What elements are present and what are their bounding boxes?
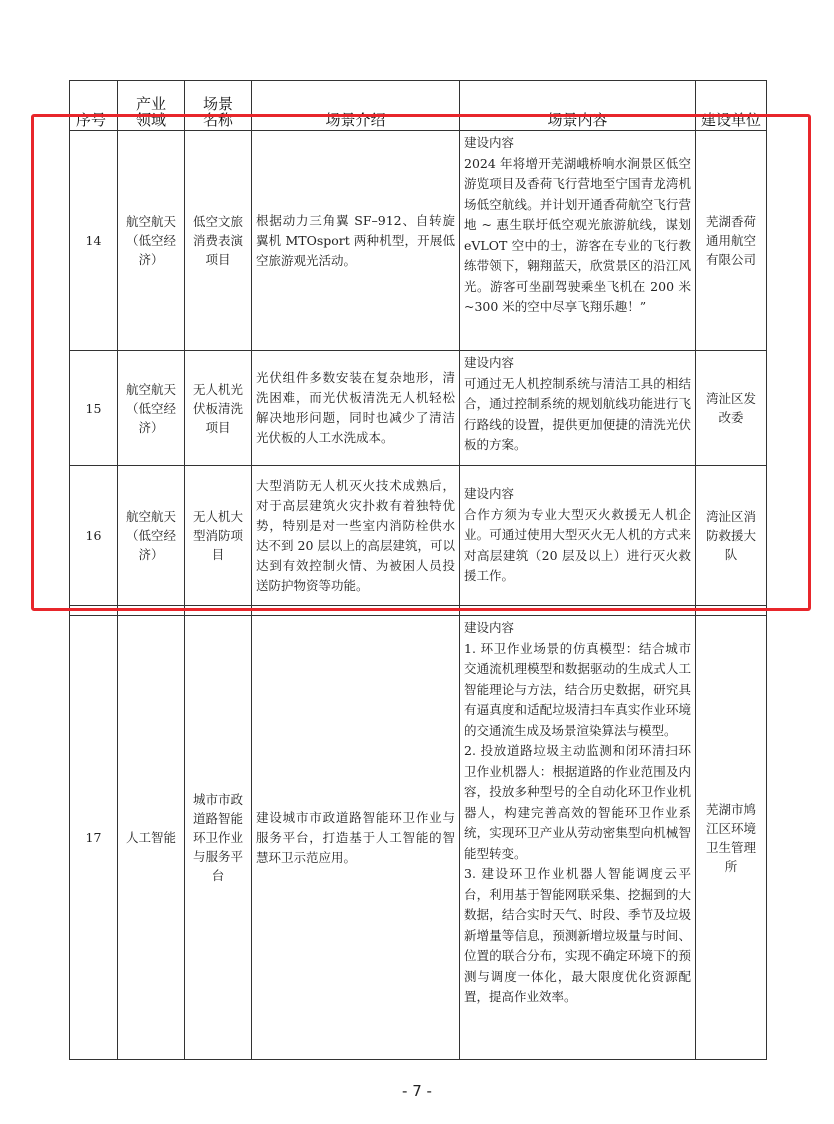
row-intro: 光伏组件多数安装在复杂地形，清洗困难，而光伏板清洗无人机轻松解决地形问题，同时也减少了清洁光伏板的人工水洗成本。 — [252, 351, 460, 466]
content-title: 建设内容 — [464, 135, 515, 150]
content-text: 合作方须为专业大型灭火救援无人机企业。可通过使用大型灭火无人机的方式来对高层建筑（20 层及以上）进行灭火救援工作。 — [464, 506, 691, 584]
highlight-box — [31, 114, 811, 611]
row-unit: 芜湖市鸠江区环境卫生管理所 — [696, 616, 767, 1060]
row-field: 航空航天（低空经济） — [118, 351, 185, 466]
content-item: 3. 建设环卫作业机器人智能调度云平台，利用基于智能网联采集、挖掘到的大数据，结合实时天气、时段、季节及垃圾新增量等信息，预测新增垃圾量与时间、位置的联合分布，实现不确定环境下的预测与调度一体化，最大限度优化资源配置，提高作业效率。 — [464, 866, 691, 1004]
header-field: 产业 领域 — [118, 81, 185, 131]
content-item: 2. 投放道路垃圾主动监测和闭环清扫环卫作业机器人：根据道路的作业范围及内容，投放多种型号的全自动化环卫作业机器人，构建完善高效的智能环卫作业系统，实现环卫产业从劳动密集型向机械智能型转变。 — [464, 743, 691, 861]
row-field: 人工智能 — [118, 616, 185, 1060]
row-unit: 湾沚区消防救援大队 — [696, 466, 767, 606]
header-no: 序号 — [70, 81, 118, 131]
content-text: 可通过无人机控制系统与清洁工具的相结合，通过控制系统的规划航线功能进行飞行路线的设置，提供更加便捷的清洗光伏板的方案。 — [464, 375, 691, 452]
row-scene: 无人机大型消防项目 — [185, 466, 252, 606]
row-unit: 芜湖香荷通用航空有限公司 — [696, 131, 767, 351]
row-field: 航空航天（低空经济） — [118, 466, 185, 606]
row-intro: 建设城市市政道路智能环卫作业与服务平台，打造基于人工智能的智慧环卫示范应用。 — [252, 616, 460, 1060]
row-no: 14 — [70, 131, 118, 351]
row-intro: 根据动力三角翼 SF–912、自转旋翼机 MTOsport 两种机型，开展低空旅游观光活动。 — [252, 131, 460, 351]
row-no: 15 — [70, 351, 118, 466]
content-item: 1. 环卫作业场景的仿真模型：结合城市交通流机理模型和数据驱动的生成式人工智能理论与方法，结合历史数据，研究具有逼真度和适配垃圾清扫车真实作业环境的交通流生成及场景渲染算法与模型。 — [464, 640, 691, 738]
content-title: 建设内容 — [464, 486, 515, 502]
header-intro: 场景介绍 — [252, 81, 460, 131]
row-scene: 低空文旅消费表演项目 — [185, 131, 252, 351]
row-scene: 无人机光伏板清洗项目 — [185, 351, 252, 466]
header-unit: 建设单位 — [696, 81, 767, 131]
table-row — [70, 616, 767, 1060]
header-content: 场景内容 — [460, 81, 696, 131]
row-content — [460, 616, 696, 1060]
content-text: 2024 年将增开芜湖峨桥响水涧景区低空游览项目及香荷飞行营地至宁国青龙湾机场低空航线。并计划开通香荷航空飞行营地 ~ 惠生联圩低空观光旅游航线，谋划 eVLOT 空中的士，游客在专业的飞行教练带领下，翱翔蓝天，欣赏景区的沿江风光。游客可坐副驾驶乘坐飞机在 200 米 ~300 米的空中尽享飞翔乐趣！” — [464, 155, 691, 314]
row-unit: 湾沚区发改委 — [696, 351, 767, 466]
page-number: - 7 - — [402, 1082, 432, 1100]
row-no: 16 — [70, 466, 118, 606]
row-field: 航空航天（低空经济） — [118, 131, 185, 351]
row-intro: 大型消防无人机灭火技术成熟后，对于高层建筑火灾扑救有着独特优势，特别是对一些室内消防栓供水达不到 20 层以上的高层建筑，可以达到有效控制火情、为被困人员投送防护物资等功能。 — [252, 466, 460, 606]
header-scene: 场景 名称 — [185, 81, 252, 131]
row-scene: 城市市政道路智能环卫作业与服务平台 — [185, 616, 252, 1060]
row-no: 17 — [70, 616, 118, 1060]
content-title: 建设内容 — [464, 620, 515, 635]
content-title: 建设内容 — [464, 355, 515, 370]
